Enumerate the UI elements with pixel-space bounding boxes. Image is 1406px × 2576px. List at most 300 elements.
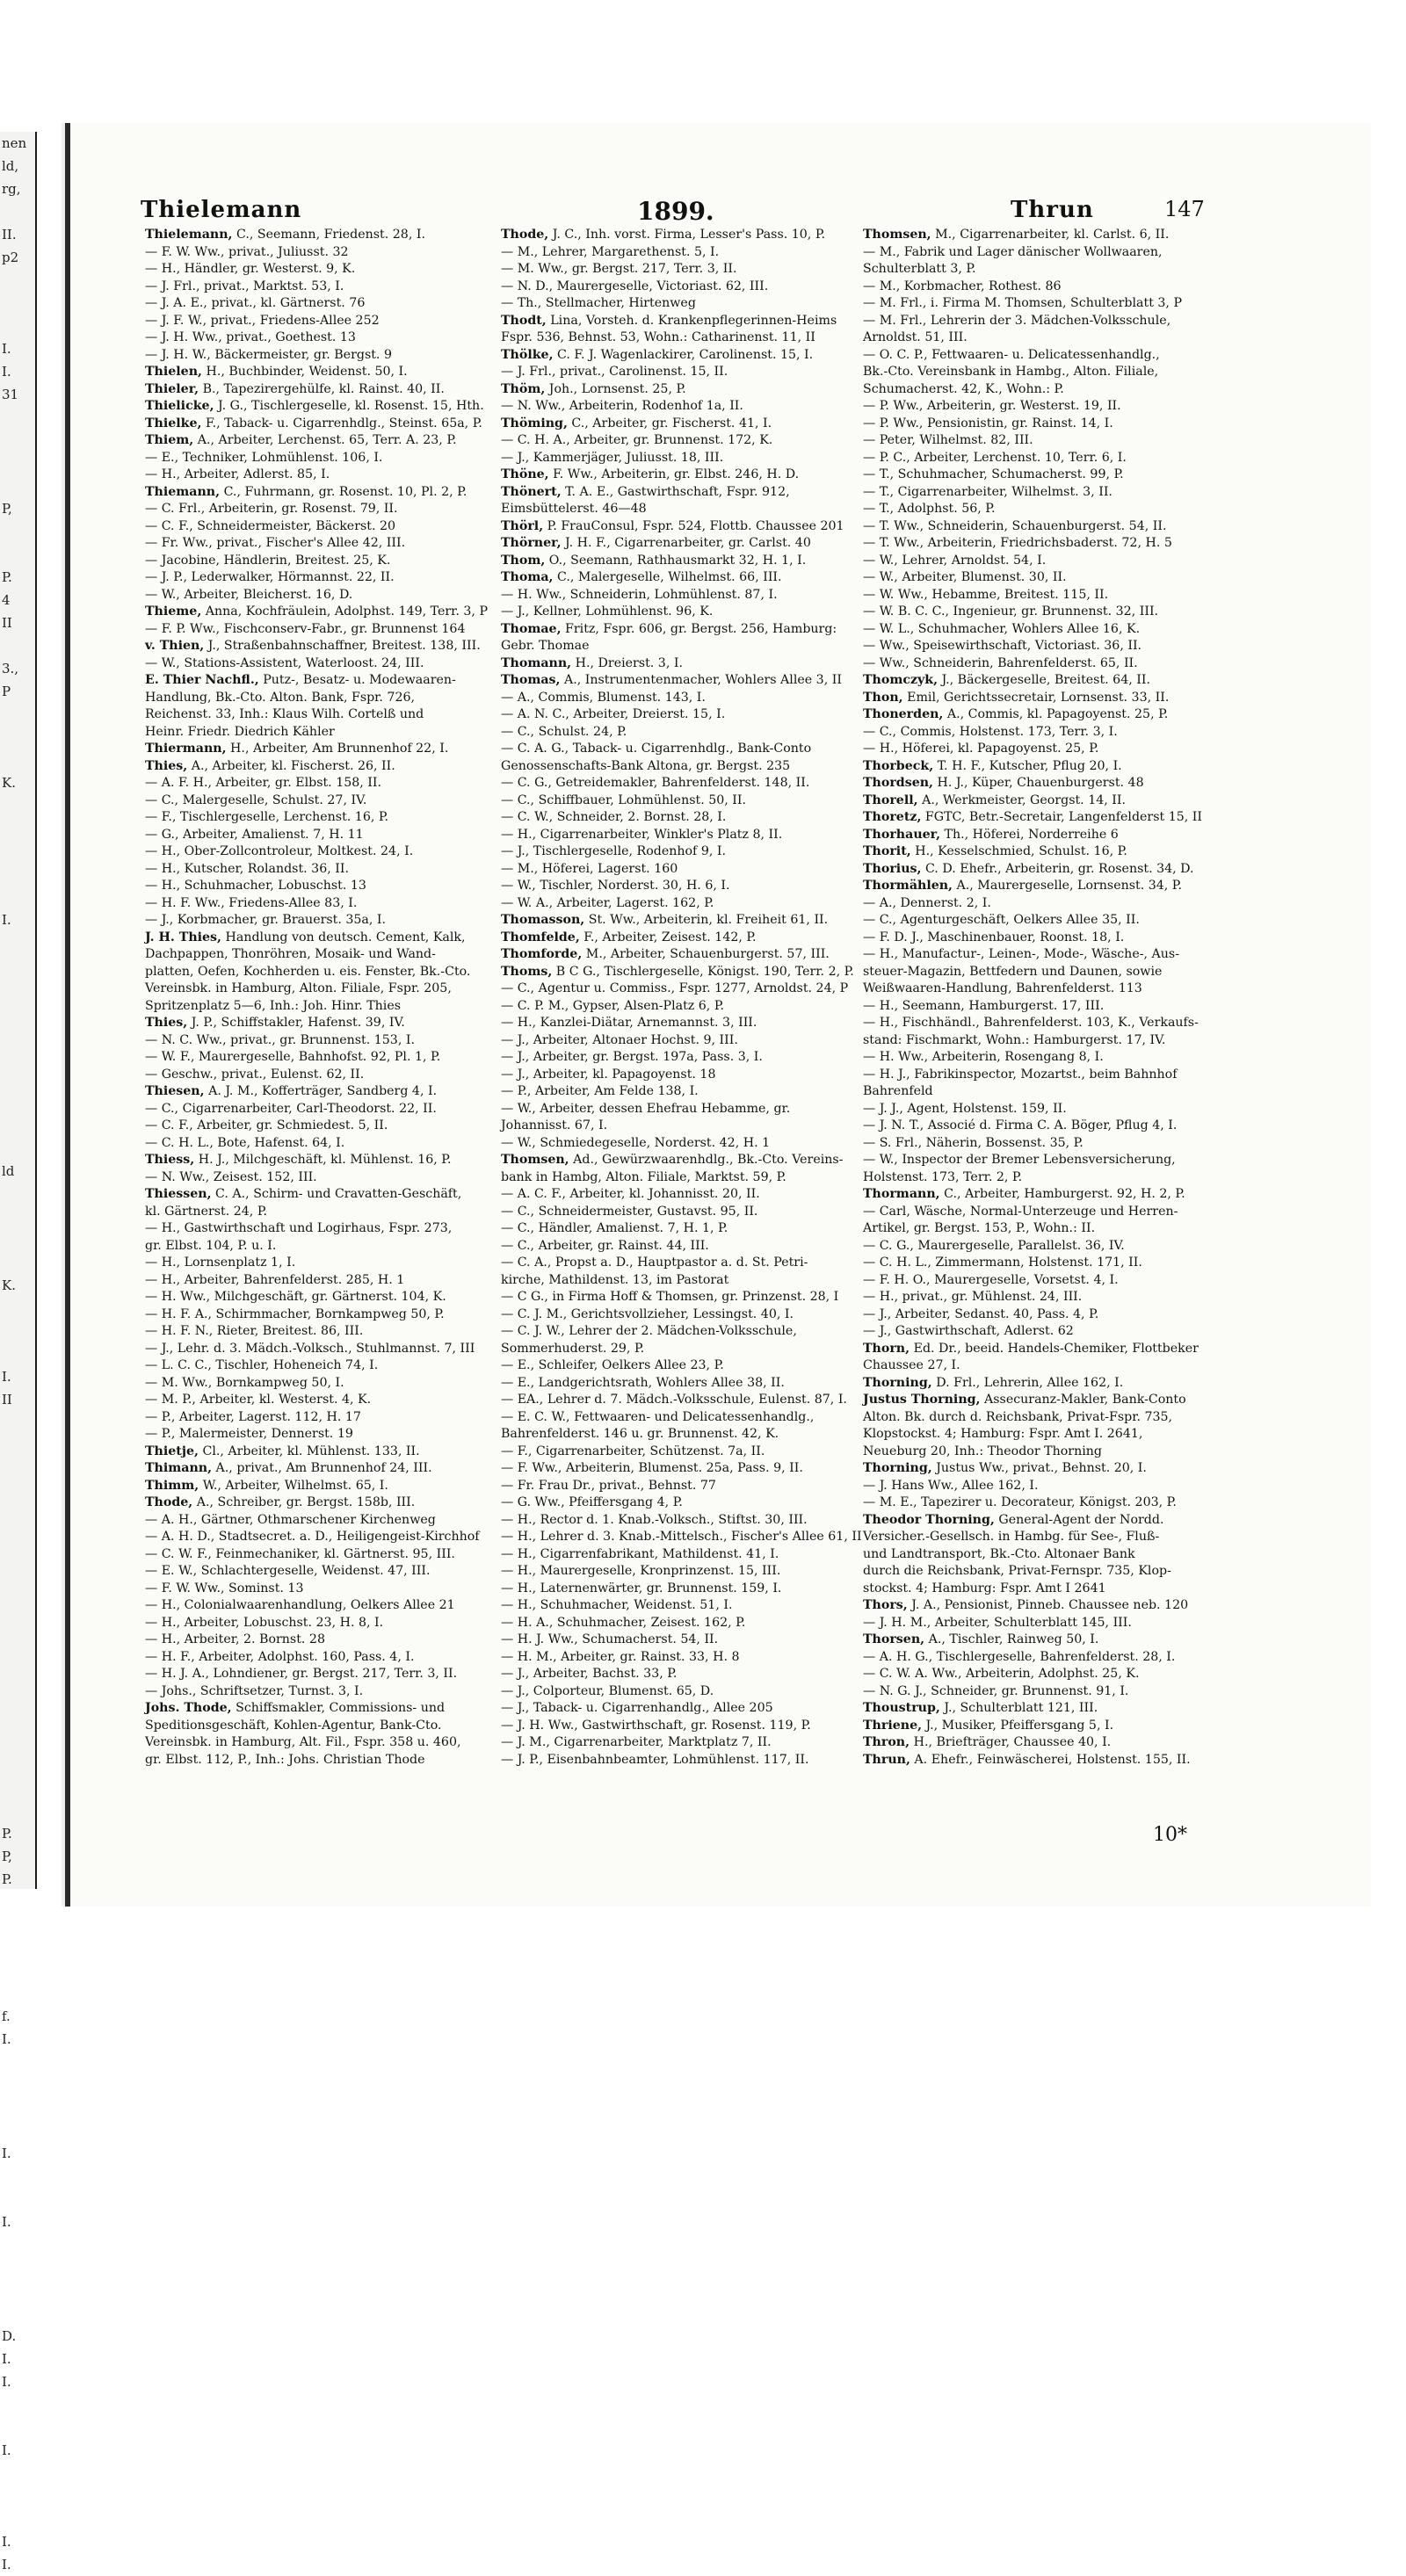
directory-entry [501, 930, 868, 947]
prev-page-fragment [0, 1594, 35, 1617]
prev-page-fragment: II. [2, 227, 17, 242]
entry-details: Arnoldst. 51, III. [863, 330, 968, 344]
directory-entry [145, 1460, 512, 1478]
entry-surname: Thomas, [501, 673, 561, 687]
directory-entry [501, 1341, 868, 1358]
prev-page-fragment [0, 1320, 35, 1342]
directory-entry [145, 998, 512, 1016]
entry-details: — C., Händler, Amalienst. 7, H. 1, P. [501, 1221, 728, 1235]
entry-details: — N. Ww., Arbeiterin, Rodenhof 1a, II. [501, 399, 743, 413]
entry-surname: Thrun, [863, 1752, 910, 1767]
entry-surname: Thorhauer, [863, 827, 941, 842]
entry-details: — C. F., Schneidermeister, Bäckerst. 20 [145, 518, 396, 533]
directory-entry [501, 1615, 868, 1632]
entry-details: — J., Arbeiter, kl. Papagoyenst. 18 [501, 1067, 716, 1082]
entry-details: — C., Arbeiter, gr. Rainst. 44, III. [501, 1238, 709, 1253]
directory-entry [501, 964, 868, 981]
directory-entry [863, 964, 1230, 981]
prev-page-fragment [0, 406, 35, 429]
entry-details: A. Ehefr., Feinwäscherei, Holstenst. 155, II. [910, 1752, 1191, 1767]
entry-details: — J. P., Eisenbahnbeamter, Lohmühlenst. 117, II. [501, 1752, 809, 1767]
directory-entry [145, 432, 512, 450]
directory-entry [863, 501, 1230, 518]
directory-entry [501, 878, 868, 895]
entry-details: Genossenschafts-Bank Altona, gr. Bergst. 235 [501, 758, 791, 773]
directory-entry [501, 1204, 868, 1221]
column-3 [863, 227, 1230, 1769]
entry-details: — J. P., Lederwalker, Hörmannst. 22, II. [145, 570, 395, 584]
directory-entry [863, 416, 1230, 433]
directory-entry [145, 1752, 512, 1769]
entry-surname: Thölke, [501, 347, 554, 362]
directory-entry [145, 467, 512, 484]
entry-details: St. Ww., Arbeiterin, kl. Freiheit 61, II. [584, 913, 829, 927]
directory-entry [145, 569, 512, 587]
directory-entry [145, 313, 512, 330]
prev-page-fragment: 3., [2, 661, 19, 677]
entry-details: — H., Arbeiter, Lobuschst. 23, H. 8, I. [145, 1615, 384, 1630]
entry-details: — C. W. A. Ww., Arbeiterin, Adolphst. 25, K. [863, 1667, 1140, 1681]
directory-entry [501, 1563, 868, 1581]
directory-entry [863, 792, 1230, 810]
directory-entry [145, 878, 512, 895]
entry-details: — A., Dennerst. 2, I. [863, 895, 991, 910]
entry-surname: Thielicke, [145, 399, 214, 413]
directory-entry [863, 244, 1230, 262]
directory-entry [501, 587, 868, 604]
directory-entry [145, 843, 512, 861]
entry-details: — C. A. G., Taback- u. Cigarrenhdlg., Bank-Conto [501, 742, 812, 756]
entry-surname: Thormählen, [863, 879, 953, 893]
entry-details: Anna, Kochfräulein, Adolphst. 149, Terr. 3, P [201, 604, 488, 619]
entry-surname: Thoma, [501, 570, 554, 584]
directory-entry [145, 1357, 512, 1375]
directory-entry [145, 227, 512, 244]
directory-entry [501, 313, 868, 330]
entry-details: A. J. M., Kofferträger, Sandberg 4, I. [204, 1084, 438, 1098]
entry-details: — W. L., Schuhmacher, Wohlers Allee 16, K. [863, 621, 1141, 636]
directory-entry [501, 621, 868, 639]
prev-page-fragment [0, 1662, 35, 1685]
entry-details: — H., Kutscher, Rolandst. 36, II. [145, 861, 349, 876]
entry-surname: Thomsen, [501, 1153, 569, 1167]
directory-entry [501, 1700, 868, 1718]
entry-details: — M., Fabrik und Lager dänischer Wollwaaren, [863, 244, 1163, 259]
entry-details: — J. H. Ww., Gastwirthschaft, gr. Rosenst. 119, P. [501, 1718, 811, 1733]
directory-entry [863, 809, 1230, 827]
entry-details: — C., Commis, Holstenst. 173, Terr. 3, I. [863, 724, 1118, 739]
prev-page-fragment [0, 1114, 35, 1137]
prev-page-fragment [0, 2051, 35, 2073]
entry-details: Speditionsgeschäft, Kohlen-Agentur, Bank-Cto. [145, 1718, 442, 1733]
prev-page-fragment [0, 1297, 35, 1320]
prev-page-fragment [0, 1776, 35, 1799]
prev-page-fragment [0, 2073, 35, 2096]
directory-entry [863, 279, 1230, 296]
entry-details: — L. C. C., Tischler, Hoheneich 74, I. [145, 1358, 379, 1372]
prev-page-fragment: ld, [2, 158, 19, 174]
entry-details: — C. Frl., Arbeiterin, gr. Rosenst. 79, II. [145, 502, 398, 516]
directory-entry [145, 1529, 512, 1546]
entry-details: — W., Stations-Assistent, Waterloost. 24, III. [145, 655, 424, 670]
prev-page-fragment [0, 1411, 35, 1434]
directory-entry [501, 827, 868, 844]
entry-details: H. J., Küper, Chauenburgerst. 48 [933, 776, 1144, 790]
entry-details: — P. Ww., Pensionistin, gr. Rainst. 14, I. [863, 416, 1113, 431]
entry-details: — F. H. O., Maurergeselle, Vorsetst. 4, I. [863, 1272, 1119, 1287]
directory-entry [145, 347, 512, 365]
entry-details: — W. B. C. C., Ingenieur, gr. Brunnenst. 32, III. [863, 604, 1159, 619]
entry-details: — T., Schuhmacher, Schumacherst. 99, P. [863, 467, 1124, 481]
directory-entry [863, 1306, 1230, 1324]
entry-details: — H., Arbeiter, Bahrenfelderst. 285, H. 1 [145, 1272, 405, 1287]
entry-details: — P., Arbeiter, Am Felde 138, I. [501, 1084, 699, 1098]
entry-details: — H., Colonialwaarenhandlung, Oelkers Allee 21 [145, 1598, 455, 1612]
directory-entry [145, 1375, 512, 1393]
entry-details: Bahrenfeld [863, 1084, 933, 1098]
directory-entry [863, 621, 1230, 639]
entry-details: — J. N. T., Associé d. Firma C. A. Böger, Pflug 4, I. [863, 1118, 1178, 1132]
directory-entry [863, 895, 1230, 913]
prev-page-fragment: P, [2, 501, 12, 517]
entry-surname: Theodor Thorning, [863, 1512, 995, 1527]
entry-surname: Thomae, [501, 621, 562, 636]
entry-details: Holstenst. 173, Terr. 2, P. [863, 1169, 1023, 1184]
directory-entry [145, 1186, 512, 1204]
entry-details: — M. E., Tapezirer u. Decorateur, Königst. 203, P. [863, 1495, 1177, 1509]
entry-details: Th., Höferei, Norderreihe 6 [940, 827, 1119, 842]
entry-details: C., Fuhrmann, gr. Rosenst. 10, Pl. 2, P. [220, 484, 467, 499]
entry-details: — J., Tischlergeselle, Rodenhof 9, I. [501, 844, 726, 858]
directory-entry [145, 1734, 512, 1752]
prev-page-fragment: I. [2, 2557, 11, 2572]
directory-entry [145, 741, 512, 758]
directory-entry [501, 1632, 868, 1649]
directory-entry [863, 1478, 1230, 1495]
entry-details: Heinr. Friedr. Diedrich Kähler [145, 724, 335, 739]
entry-details: — W., Arbeiter, Bleicherst. 16, D. [145, 587, 353, 602]
directory-entry [501, 1529, 868, 1546]
directory-entry [501, 484, 868, 502]
entry-details: — G. Ww., Pfeiffersgang 4, P. [501, 1495, 683, 1509]
entry-surname: Thodt, [501, 313, 547, 328]
prev-page-fragment [0, 1685, 35, 1708]
entry-details: — C. J. W., Lehrer der 2. Mädchen-Volksschule, [501, 1324, 797, 1338]
entry-details: Emil, Gerichtssecretair, Lornsenst. 33, II. [902, 690, 1170, 705]
entry-surname: Thordsen, [863, 776, 933, 790]
directory-entry [145, 295, 512, 313]
entry-details: — T., Adolphst. 56, P. [863, 502, 996, 516]
directory-entry [145, 792, 512, 810]
prev-page-fragment: nen [2, 135, 27, 151]
entry-surname: Thieme, [145, 604, 202, 619]
directory-entry [145, 1478, 512, 1495]
directory-entry [863, 1460, 1230, 1478]
directory-entry [863, 1357, 1230, 1375]
directory-entry [863, 706, 1230, 724]
prev-page-fragment: P. [2, 1871, 12, 1887]
entry-details: — M. Ww., gr. Bergst. 217, Terr. 3, II. [501, 262, 737, 276]
directory-entry [863, 998, 1230, 1016]
directory-entry [863, 569, 1230, 587]
entry-surname: Thomsen, [863, 228, 931, 242]
directory-entry [501, 381, 868, 399]
entry-details: — J. A. E., privat., kl. Gärtnerst. 76 [145, 296, 366, 310]
directory-entry [501, 1546, 868, 1564]
entry-details: — J., Lehr. d. 3. Mädch.-Volksch., Stuhlmannst. 7, III [145, 1341, 475, 1356]
directory-entry [863, 1563, 1230, 1581]
entry-details: — W., Arbeiter, dessen Ehefrau Hebamme, gr. [501, 1101, 791, 1116]
entry-details: durch die Reichsbank, Privat-Fernspr. 735, Klop- [863, 1564, 1171, 1578]
prev-page-fragment [0, 1183, 35, 1205]
prev-page-fragment [0, 977, 35, 1000]
directory-entry [501, 1734, 868, 1752]
entry-details: — H., Kanzlei-Diätar, Arnemannst. 3, III. [501, 1016, 757, 1030]
directory-entry [863, 1032, 1230, 1050]
entry-details: Artikel, gr. Bergst. 153, P., Wohn.: II. [863, 1221, 1096, 1235]
directory-entry [501, 706, 868, 724]
entry-details: — C., Agenturgeschäft, Oelkers Allee 35, II. [863, 913, 1140, 927]
entry-details: — C. P. M., Gypser, Alsen-Platz 6, P. [501, 998, 725, 1013]
directory-entry [501, 1666, 868, 1683]
directory-entry [501, 398, 868, 416]
entry-details: — M. Frl., Lehrerin der 3. Mädchen-Volksschule, [863, 313, 1171, 328]
prev-page-fragment [0, 1548, 35, 1571]
entry-surname: Thimann, [145, 1461, 213, 1475]
directory-entry [501, 1392, 868, 1409]
directory-entry [863, 1683, 1230, 1701]
prev-page-fragment [0, 1457, 35, 1480]
entry-details: C. D. Ehefr., Arbeiterin, gr. Rosenst. 34, D. [921, 861, 1194, 876]
prev-page-fragment [0, 1936, 35, 1959]
directory-entry [863, 672, 1230, 690]
prev-page-fragment [0, 2256, 35, 2279]
directory-entry [145, 827, 512, 844]
entry-details: — P. C., Arbeiter, Lerchenst. 10, Terr. 6, I. [863, 450, 1127, 465]
entry-details: — H. A., Schuhmacher, Zeisest. 162, P. [501, 1615, 746, 1630]
directory-entry [501, 672, 868, 690]
directory-entry [863, 1238, 1230, 1255]
directory-entry [501, 1444, 868, 1461]
directory-entry [145, 1512, 512, 1530]
entry-details: — H. J. Ww., Schumacherst. 54, II. [501, 1632, 719, 1646]
entry-surname: Thielemann, [145, 228, 233, 242]
prev-page-fragment [0, 292, 35, 315]
prev-page-fragment: I. [2, 912, 11, 928]
prev-page-fragment [0, 726, 35, 749]
directory-entry [863, 1546, 1230, 1564]
entry-surname: Thorit, [863, 844, 911, 858]
directory-entry [145, 912, 512, 930]
directory-entry [863, 1186, 1230, 1204]
directory-entry [501, 1289, 868, 1306]
entry-details: Klopstockst. 4; Hamburg: Fspr. Amt I. 2641, [863, 1427, 1143, 1441]
prev-page-fragment: I. [2, 1369, 11, 1385]
directory-entry [145, 279, 512, 296]
directory-entry [501, 895, 868, 913]
entry-details: steuer-Magazin, Bettfedern und Daunen, sowie [863, 964, 1163, 979]
entry-details: — G., Arbeiter, Amalienst. 7, H. 11 [145, 827, 364, 842]
directory-entry [501, 775, 868, 792]
entry-details: — H., Fischhändl., Bahrenfelderst. 103, K., Verkaufs- [863, 1016, 1199, 1030]
directory-entry [501, 1220, 868, 1238]
directory-entry [863, 450, 1230, 467]
directory-entry [145, 1204, 512, 1221]
directory-entry [501, 1152, 868, 1169]
directory-entry [501, 724, 868, 742]
entry-details: — F. Ww., Arbeiterin, Blumenst. 25a, Pass. 9, II. [501, 1461, 803, 1475]
entry-details: Schiffsmakler, Commissions- und [231, 1701, 446, 1715]
entry-details: — J., Arbeiter, Altonaer Hochst. 9, III. [501, 1032, 738, 1047]
entry-surname: Thies, [145, 758, 188, 773]
entry-details: — E., Landgerichtsrath, Wohlers Allee 38, II. [501, 1375, 785, 1390]
entry-surname: Thomforde, [501, 947, 583, 961]
entry-details: — Ww., Speisewirthschaft, Victoriast. 36, II. [863, 639, 1142, 653]
entry-details: Johannisst. 67, I. [501, 1118, 608, 1132]
entry-details: H., Briefträger, Chaussee 40, I. [910, 1735, 1112, 1749]
directory-entry [145, 484, 512, 502]
prev-page-fragment [0, 2233, 35, 2256]
entry-details: — W., Arbeiter, Blumenst. 30, II. [863, 570, 1067, 584]
directory-entry [501, 1118, 868, 1135]
entry-details: — Ww., Schneiderin, Bahrenfelderst. 65, II. [863, 655, 1138, 670]
entry-details: Sommerhuderst. 29, P. [501, 1341, 645, 1356]
entry-details: stand: Fischmarkt, Wohn.: Hamburgerst. 17, IV. [863, 1032, 1166, 1047]
entry-details: — J., Colporteur, Blumenst. 65, D. [501, 1683, 714, 1698]
prev-page-fragment [0, 200, 35, 223]
entry-details: D. Frl., Lehrerin, Allee 162, I. [931, 1375, 1124, 1390]
entry-details: Lina, Vorsteh. d. Krankenpflegerinnen-Heims [546, 313, 837, 328]
directory-entry [863, 313, 1230, 330]
directory-entry [863, 1169, 1230, 1187]
entry-details: — Th., Stellmacher, Hirtenweg [501, 296, 696, 310]
entry-details: J. H. F., Cigarrenarbeiter, gr. Carlst. 40 [561, 536, 811, 550]
directory-entry [145, 1083, 512, 1101]
directory-entry [863, 775, 1230, 792]
entry-surname: Thomann, [501, 655, 572, 670]
entry-details: F. Ww., Arbeiterin, gr. Elbst. 246, H. D. [548, 467, 800, 481]
directory-entry [145, 638, 512, 655]
directory-entry [863, 1718, 1230, 1735]
prev-page-fragment [0, 474, 35, 497]
entry-surname: Thom, [501, 553, 546, 568]
prev-page-fragment [0, 1046, 35, 1068]
entry-details: — M., Lehrer, Margarethenst. 5, I. [501, 244, 720, 259]
prev-page-fragment [0, 2188, 35, 2211]
directory-entry [501, 244, 868, 262]
prev-page-fragment [0, 817, 35, 840]
directory-entry [863, 587, 1230, 604]
directory-entry [863, 1015, 1230, 1032]
directory-entry [863, 1700, 1230, 1718]
entry-details: Weißwaaren-Handlung, Bahrenfelderst. 113 [863, 981, 1142, 995]
entry-surname: Thiesen, [145, 1084, 205, 1098]
directory-entry [501, 279, 868, 296]
prev-page-fragment [0, 520, 35, 543]
entry-details: bank in Hambg, Alton. Filiale, Marktst. 59, P. [501, 1169, 786, 1184]
entry-details: — P., Arbeiter, Lagerst. 112, H. 17 [145, 1409, 361, 1424]
entry-details: — C G., in Firma Hoff & Thomsen, gr. Prinzenst. 28, I [501, 1290, 839, 1304]
prev-page-fragment [0, 1914, 35, 1936]
entry-details: — A. H. G., Tischlergeselle, Bahrenfelderst. 28, I. [863, 1649, 1176, 1664]
entry-details: Spritzenplatz 5—6, Inh.: Joh. Hinr. Thies [145, 998, 402, 1013]
directory-entry [145, 518, 512, 536]
entry-details: — F. P. Ww., Fischconserv-Fabr., gr. Brunnenst 164 [145, 621, 466, 636]
entry-details: C., Seemann, Friedenst. 28, I. [232, 228, 425, 242]
prev-page-fragment [0, 1617, 35, 1639]
directory-entry [863, 1426, 1230, 1444]
directory-entry [145, 1494, 512, 1512]
directory-entry [145, 1426, 512, 1444]
entry-surname: Thielke, [145, 416, 202, 431]
entry-details: Bahrenfelderst. 146 u. gr. Brunnenst. 42, K. [501, 1427, 779, 1441]
prev-page-fragment: P. [2, 569, 12, 585]
entry-surname: Thoretz, [863, 810, 922, 824]
prev-page-fragment [0, 1023, 35, 1046]
entry-details: — E. W., Schlachtergeselle, Weidenst. 47, III. [145, 1564, 431, 1578]
entry-details: — W., Tischler, Norderst. 30, H. 6, I. [501, 879, 730, 893]
entry-details: gr. Elbst. 112, P., Inh.: Johs. Christian Thode [145, 1752, 425, 1767]
directory-entry [863, 1255, 1230, 1272]
directory-entry [863, 604, 1230, 621]
directory-entry [145, 1306, 512, 1324]
prev-page-fragment [0, 2096, 35, 2119]
entry-details: Neueburg 20, Inh.: Theodor Thorning [863, 1444, 1102, 1458]
directory-entry [145, 1615, 512, 1632]
directory-entry [145, 1581, 512, 1598]
directory-entry [863, 843, 1230, 861]
entry-surname: Johs. Thode, [145, 1701, 232, 1715]
entry-details: Ed. Dr., beeid. Handels-Chemiker, Flottbeker [910, 1341, 1199, 1356]
directory-entry [145, 364, 512, 381]
entry-details: — C. G., Maurergeselle, Parallelst. 36, IV. [863, 1238, 1125, 1253]
entry-details: — H. Ww., Schneiderin, Lohmühlenst. 87, I. [501, 587, 778, 602]
entry-details: — C. J. M., Gerichtsvollzieher, Lessingst. 40, I. [501, 1306, 794, 1321]
entry-details: — C. H. A., Arbeiter, gr. Brunnenst. 172, K. [501, 433, 773, 447]
directory-entry [501, 518, 868, 536]
directory-entry [863, 484, 1230, 502]
directory-entry [863, 724, 1230, 742]
entry-details: C., Malergeselle, Wilhelmst. 66, III. [553, 570, 782, 584]
directory-entry [501, 741, 868, 758]
directory-entry [145, 1118, 512, 1135]
entry-details: — F. D. J., Maschinenbauer, Roonst. 18, I. [863, 930, 1125, 944]
page-number: 147 [1164, 197, 1205, 221]
entry-surname: Thöne, [501, 467, 549, 481]
directory-entry [501, 1049, 868, 1067]
entry-surname: Thorius, [863, 861, 922, 876]
entry-details: Joh., Lornsenst. 25, P. [545, 381, 686, 396]
directory-entry [863, 878, 1230, 895]
entry-details: — W. Ww., Hebamme, Breitest. 115, II. [863, 587, 1109, 602]
directory-entry [145, 1152, 512, 1169]
entry-details: — P., Malermeister, Dennerst. 19 [145, 1427, 353, 1441]
entry-surname: Thonerden, [863, 707, 944, 721]
prev-page-fragment [0, 2393, 35, 2416]
directory-entry [501, 980, 868, 998]
directory-entry [863, 1289, 1230, 1306]
previous-page-edge [0, 132, 37, 2572]
entry-details: F., Arbeiter, Zeisest. 142, P. [579, 930, 757, 944]
entry-details: — J., Kammerjäger, Juliusst. 18, III. [501, 450, 724, 465]
entry-details: — C., Schneidermeister, Gustavst. 95, II. [501, 1204, 758, 1219]
directory-entry [501, 467, 868, 484]
directory-entry [863, 827, 1230, 844]
entry-details: J., Straßenbahnschaffner, Breitest. 138, III. [204, 639, 481, 653]
directory-entry [863, 1392, 1230, 1409]
entry-details: — A. N. C., Arbeiter, Dreierst. 15, I. [501, 707, 726, 721]
entry-details: — H. Ww., Arbeiterin, Rosengang 8, I. [863, 1050, 1104, 1064]
